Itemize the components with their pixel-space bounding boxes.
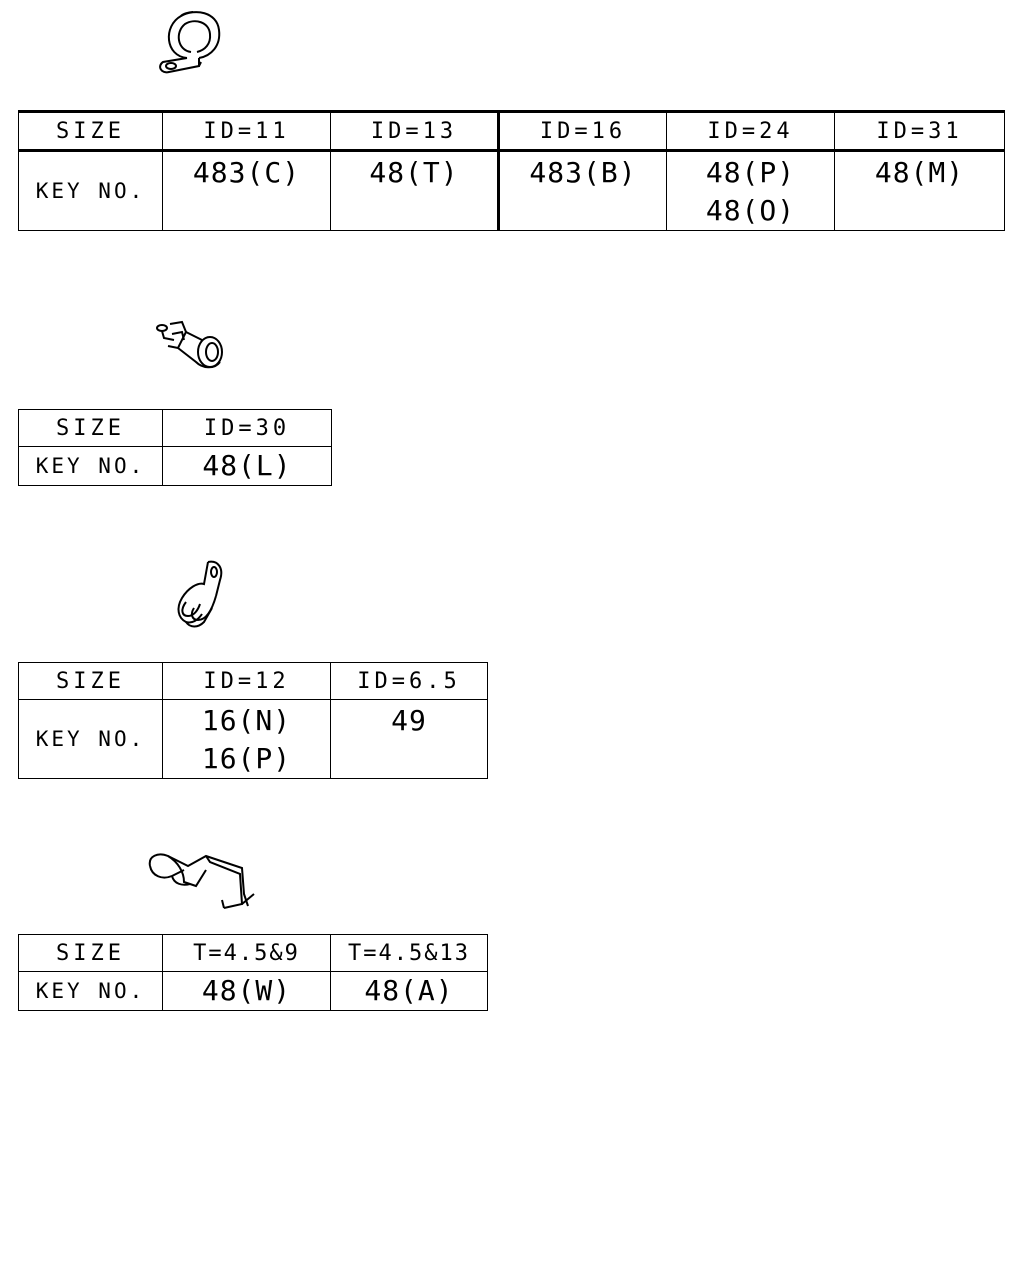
size-cell: ID=31 bbox=[835, 112, 1005, 151]
key-value: 48(W) bbox=[201, 974, 292, 1007]
key-value: 483(C) bbox=[192, 156, 301, 189]
key-value: 16(P) bbox=[201, 742, 292, 775]
key-cell bbox=[499, 151, 667, 231]
double-clip-illustration bbox=[144, 846, 256, 914]
key-label: KEY NO. bbox=[19, 700, 163, 779]
p-clamp-illustration bbox=[155, 6, 230, 76]
key-value: 48(L) bbox=[202, 449, 292, 482]
size-cell: ID=12 bbox=[163, 663, 331, 700]
size-cell: ID=13 bbox=[331, 112, 499, 151]
key-value: 483(B) bbox=[529, 156, 637, 189]
size-cell: ID=30 bbox=[163, 410, 332, 447]
size-cell: T=4.5&13 bbox=[331, 935, 488, 972]
key-cell bbox=[163, 151, 331, 231]
spec-table-3 bbox=[18, 662, 488, 779]
size-cell: ID=6.5 bbox=[331, 663, 488, 700]
size-cell: ID=11 bbox=[163, 112, 331, 151]
key-cell bbox=[331, 972, 488, 1011]
spec-table-2 bbox=[18, 409, 332, 486]
key-value: 48(M) bbox=[874, 156, 965, 189]
key-label: KEY NO. bbox=[19, 151, 163, 231]
key-cell bbox=[331, 700, 488, 779]
key-value: 16(N) bbox=[201, 704, 292, 737]
key-value: 49 bbox=[391, 704, 427, 737]
size-cell: ID=24 bbox=[667, 112, 835, 151]
size-cell: T=4.5&9 bbox=[163, 935, 331, 972]
key-cell bbox=[835, 151, 1005, 231]
key-label: KEY NO. bbox=[19, 447, 163, 486]
spring-clip-illustration bbox=[168, 558, 230, 634]
key-cell bbox=[667, 151, 835, 231]
key-value: 48(T) bbox=[369, 156, 459, 189]
key-cell bbox=[163, 972, 331, 1011]
size-cell: ID=16 bbox=[499, 112, 667, 151]
key-cell bbox=[163, 447, 332, 486]
size-label: SIZE bbox=[19, 112, 163, 151]
spec-table-1 bbox=[18, 110, 1005, 231]
size-label: SIZE bbox=[19, 663, 163, 700]
key-label: KEY NO. bbox=[19, 972, 163, 1011]
key-cell bbox=[331, 151, 499, 231]
key-value: 48(P) bbox=[705, 156, 796, 189]
size-label: SIZE bbox=[19, 410, 163, 447]
bolt-clamp-illustration bbox=[152, 318, 230, 374]
key-cell bbox=[163, 700, 331, 779]
spec-table-4 bbox=[18, 934, 488, 1011]
key-value: 48(A) bbox=[364, 974, 454, 1007]
key-value: 48(O) bbox=[705, 194, 796, 227]
size-label: SIZE bbox=[19, 935, 163, 972]
